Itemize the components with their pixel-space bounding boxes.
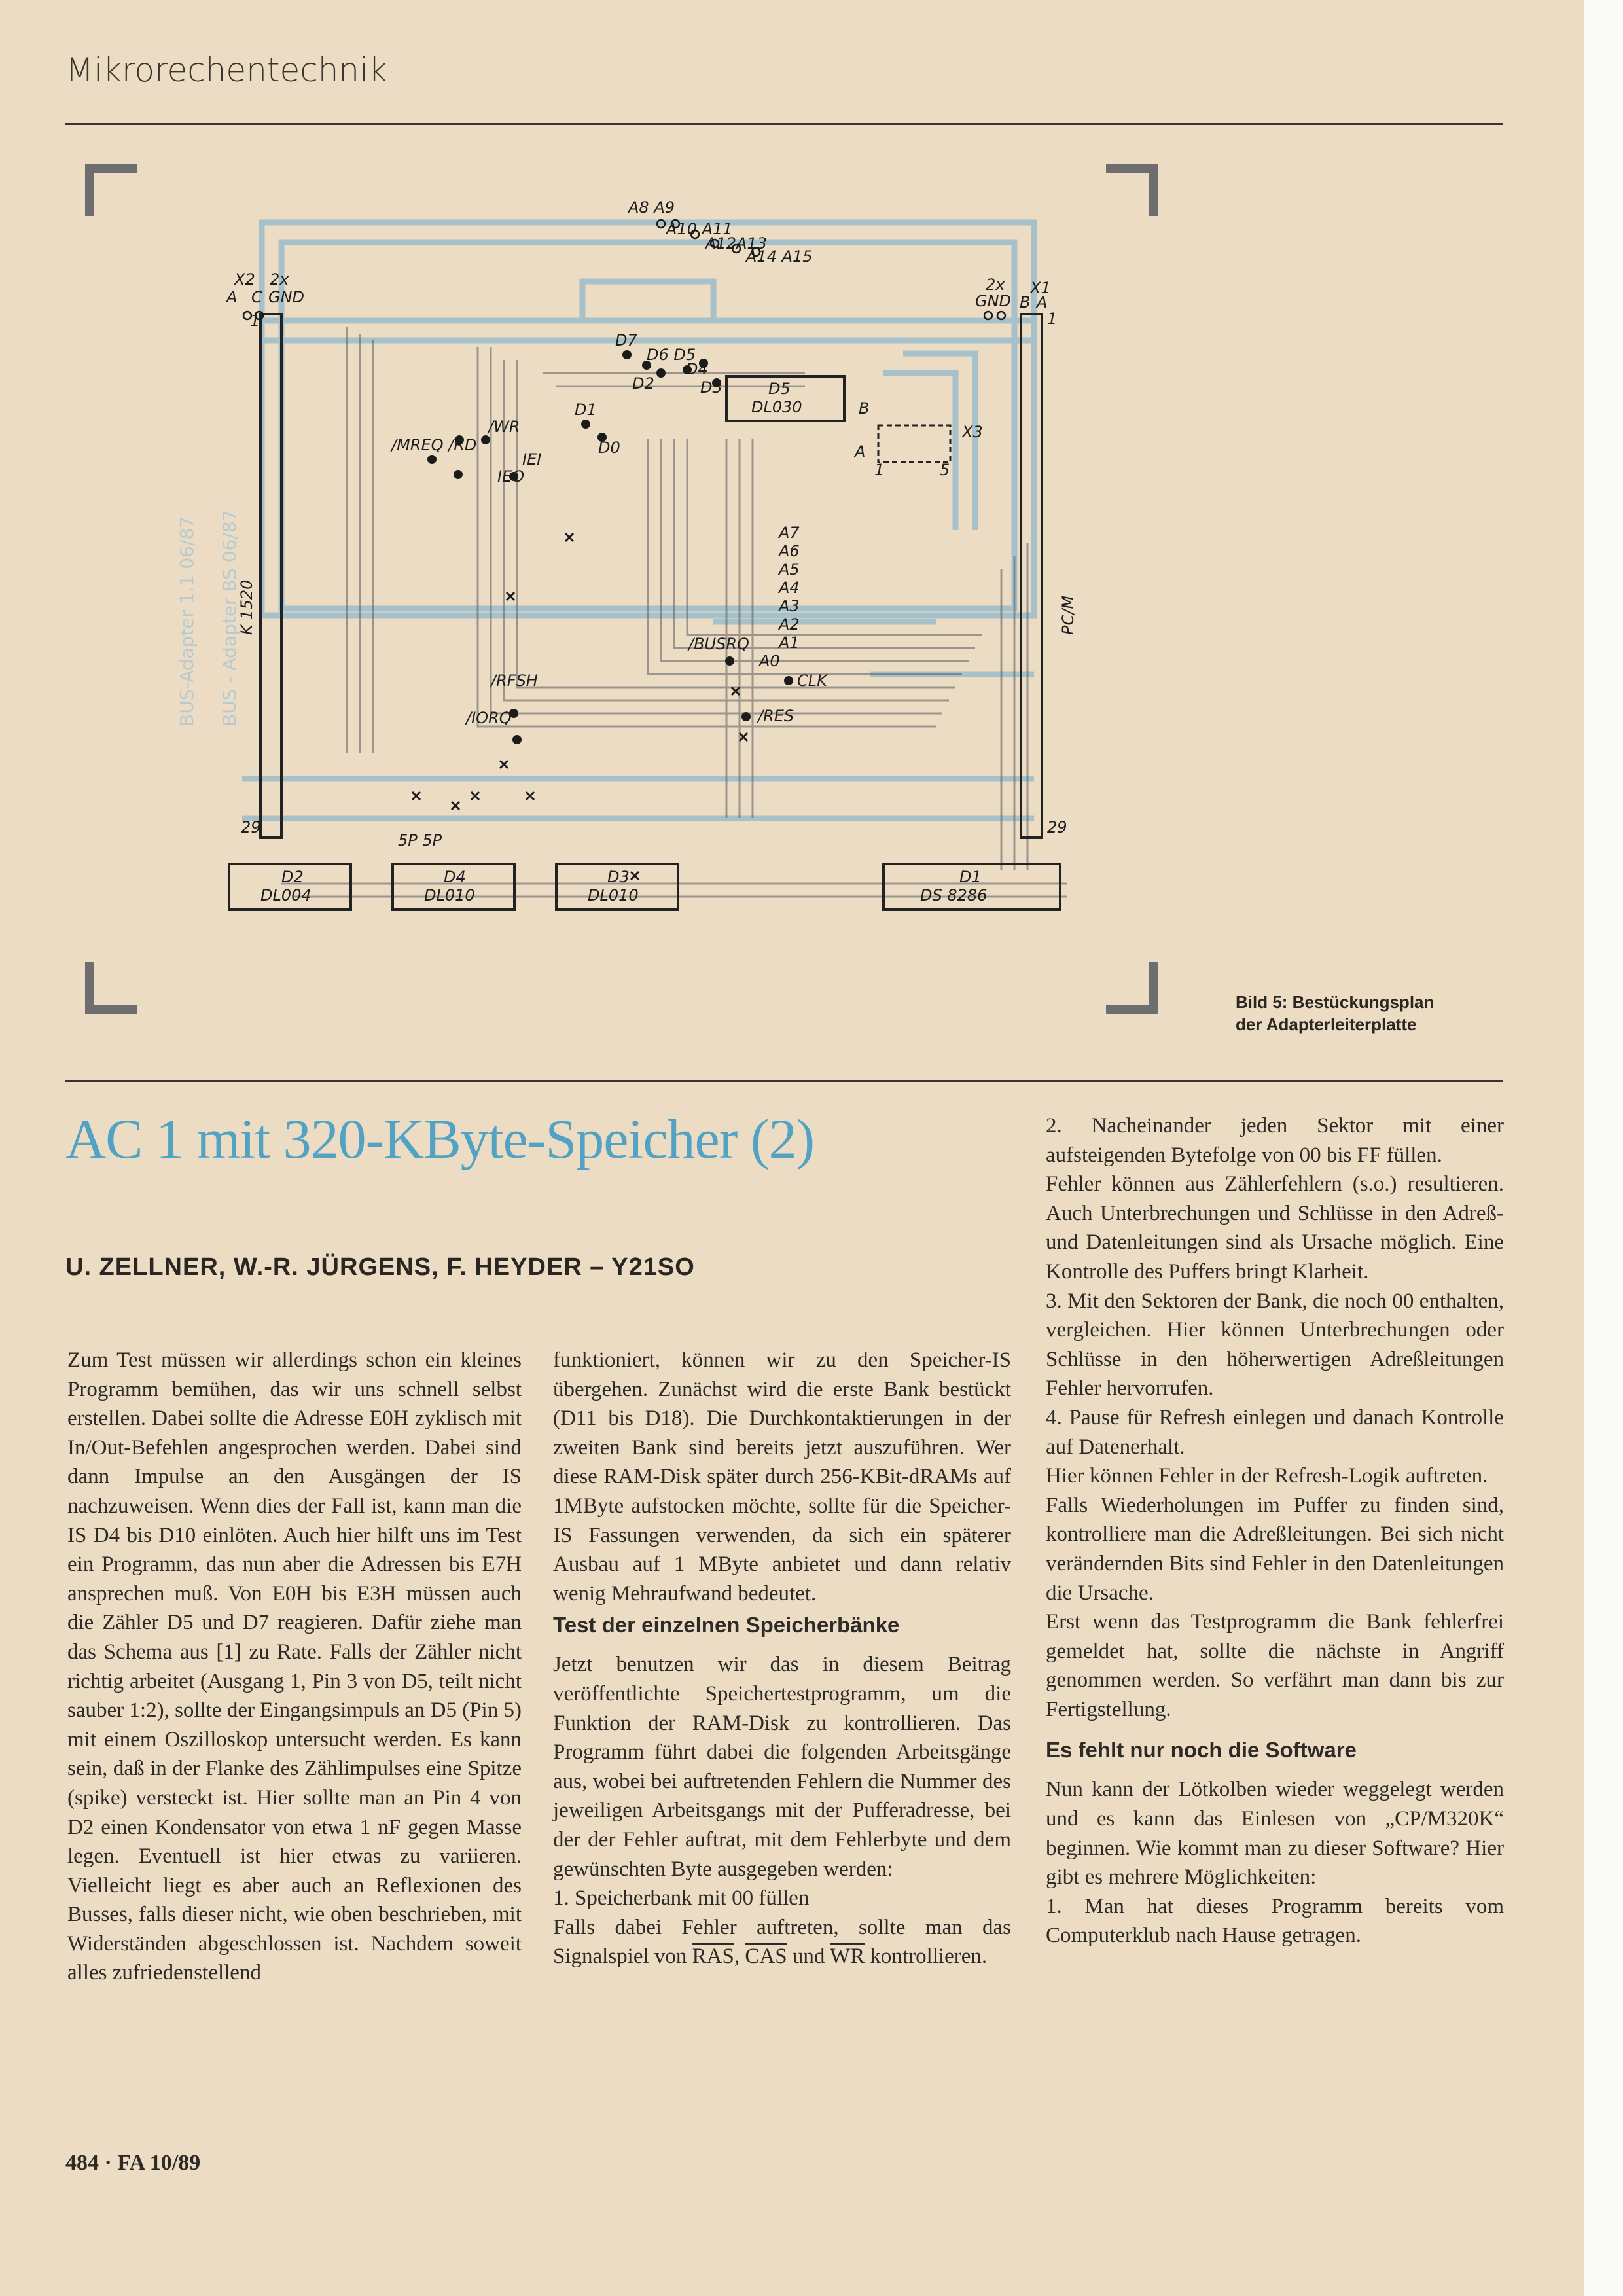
column-2: [553, 1346, 1011, 1971]
column-1: [67, 1346, 522, 1988]
label-x3-b: B: [859, 399, 870, 418]
addr-a14a15: A14 A15: [746, 247, 813, 266]
label-rfsh: /RFSH: [491, 672, 538, 690]
label-clk: CLK: [797, 672, 827, 690]
label-k1520: K 1520: [238, 579, 256, 635]
ic-d3-name: D3: [607, 868, 630, 886]
paragraph: Falls Wiederholungen im Puffer zu finden sind, kontrolliere man die Adreßleitungen. Bei sich nicht verändernden Bits sind Fehler in den Datenleitungen die Ursache.: [1046, 1493, 1504, 1605]
ic-d4-type: DL010: [424, 886, 475, 905]
pcb-figure: [85, 164, 1158, 1014]
paragraph: Hier können Fehler in der Refresh-Logik auftreten.: [1046, 1464, 1488, 1488]
via-points: [243, 220, 1005, 319]
label-mreq-rd: /MREQ /RD: [391, 436, 477, 454]
paragraph: Jetzt benutzen wir das in diesem Beitrag veröffentlichte Speichertestprogramm, um die Funktion der RAM-Disk zu kontrollieren. Das Programm führt dabei die folgenden Arbeitsgänge aus, wobei bei auftretenden Fehlern die Nummer des jeweiligen Arbeitsgangs mit der Pufferadresse, bei der der Fehler auftrat, mit dem Fehlerbyte und dem gewünschten Byte ausgegeben werden:: [553, 1653, 1011, 1881]
paragraph: Nun kann der Lötkolben wieder weggelegt werden und es kann das Einlesen von „CP/M320K“ beginnen. Wie kommt man zu dieser Software? Hier gibt es mehrere Möglichkeiten:: [1046, 1778, 1504, 1890]
label-wr: /WR: [488, 418, 520, 436]
signal-traces: [281, 327, 1067, 897]
figure-caption: [1236, 991, 1434, 1035]
paragraph: Zum Test müssen wir allerdings schon ein kleines Programm bemühen, das wir uns schnell selbst erstellen. Dabei sollte die Adresse E0H zyklisch mit In/Out-Befehlen angesprochen werden. Dabei sind dann Impulse an den Ausgängen der IS nachzuweisen. Wenn dies der Fall ist, kann man die IS D4 bis D10 einlöten. Auch hier hilft uns im Test ein Programm, das nun aber die Adressen bis E7H ansprechen muß. Von E0H bis E3H müssen auch die Zähler D5 und D7 reagieren. Dafür ziehe man das Schema aus [1] zu Rate. Falls der Zähler nicht richtig arbeitet (Ausgang 1, Pin 3 von D5, teilt nicht sauber 1:2), sollte der Eingangsimpuls an D5 (Pin 5) mit einem Oszilloskop untersucht werden. Es kann sein, daß in der Flanke des Zählimpulses eine Spitze (spike) versteckt ist. Hier sollte man an Pin 4 von D2 einen Kondensator von etwa 1 nF gegen Masse legen. Eventuell ist hier etwas zu variieren. Vielleicht liegt es aber auch an Reflexionen des Busses, falls dieser nicht, wie oben beschrieben, mit Widerständen abgeschlossen ist. Nachdem soweit alles zufriedenstellend: [67, 1348, 522, 1985]
label-5p: 5P 5P: [398, 831, 442, 850]
section-header: Mikrorechentechnik: [65, 51, 387, 89]
label-x3-5: 5: [940, 461, 950, 479]
list-item: 3. Mit den Sektoren der Bank, die noch 00 enthalten, vergleichen. Hier können Unterbrechungen oder Schlüsse in den höherwertigen Adreßleitungen Fehler hervorrufen.: [1046, 1289, 1504, 1401]
label-busrq: /BUSRQ: [688, 635, 749, 653]
label-x2-gnd: GND: [268, 288, 305, 306]
subheading-bank-test: Test der einzelnen Speicherbänke: [553, 1613, 900, 1638]
label-x1-a: A: [1037, 293, 1048, 312]
label-ieo: IEO: [497, 467, 525, 486]
label-x2-a: A: [226, 288, 238, 306]
ic-d1-type: DS 8286: [920, 886, 988, 905]
column-3: [1046, 1111, 1504, 1950]
list-item: 1. Man hat dieses Programm bereits vom Computerklub nach Hause getragen.: [1046, 1894, 1504, 1948]
paragraph: Fehler können aus Zählerfehlern (s.o.) resultieren. Auch Unterbrechungen und Schlüsse in den Adreß- und Datenleitungen sind als Ursache möglich. Eine Kontrolle des Puffers bringt Klarheit.: [1046, 1172, 1504, 1283]
label-a7: A7: [779, 524, 800, 542]
label-a3: A3: [779, 597, 800, 615]
text-span: kontrollieren.: [865, 1945, 988, 1969]
label-d0: D0: [598, 439, 620, 457]
label-x1: X1: [1030, 279, 1051, 297]
ic-d4-name: D4: [444, 868, 466, 886]
list-item: 4. Pause für Refresh einlegen und danach Kontrolle auf Datenerhalt.: [1046, 1405, 1504, 1459]
header-rule: [65, 123, 1503, 125]
jumper-x3: [878, 425, 950, 462]
mirror-label-1: BUS-Adapter 1.1 06/87: [176, 516, 198, 726]
signal-wr: $\overline{WR}$: [829, 1945, 865, 1969]
addr-a10a11: A10 A11: [666, 220, 733, 238]
label-a2: A2: [779, 615, 800, 634]
label-a4: A4: [779, 579, 800, 597]
ic-d1-name: D1: [959, 868, 982, 886]
label-d6d5: D6 D5: [647, 346, 696, 364]
label-d3: D3: [700, 378, 722, 397]
ic-d5-name: D5: [768, 380, 791, 398]
text-span: ,: [734, 1945, 745, 1969]
label-x2-2x: 2x: [270, 270, 289, 289]
paragraph: Erst wenn das Testprogramm die Bank fehlerfrei gemeldet hat, sollte die nächste in Angriff genommen werden. So verfährt man dann bis zur Fertigstellung.: [1046, 1610, 1504, 1721]
label-a5: A5: [779, 560, 800, 579]
ic-d5-type: DL030: [751, 398, 802, 416]
label-iorq: /IORQ: [466, 709, 512, 727]
label-a0: A0: [759, 652, 780, 670]
label-iei: IEI: [522, 450, 542, 469]
label-x1-pin1: 1: [1047, 310, 1058, 328]
label-d7: D7: [615, 331, 637, 350]
ic-d2-name: D2: [281, 868, 304, 886]
signal-cas: $\overline{CAS}$: [745, 1945, 787, 1969]
article-authors: U. ZELLNER, W.-R. JÜRGENS, F. HEYDER – Y21SO: [65, 1253, 695, 1281]
label-x3-a: A: [855, 442, 866, 461]
label-x3: X3: [962, 423, 983, 441]
label-x1-2x: 2x: [986, 276, 1005, 294]
list-item: 2. Nacheinander jeden Sektor mit einer aufsteigenden Bytefolge von 00 bis FF füllen.: [1046, 1114, 1504, 1167]
subheading-software: Es fehlt nur noch die Software: [1046, 1738, 1357, 1763]
label-a6: A6: [779, 542, 800, 560]
article-title: AC 1 mit 320-KByte-Speicher (2): [65, 1107, 815, 1170]
label-d1: D1: [575, 401, 597, 419]
article-rule: [65, 1080, 1503, 1082]
label-x2: X2: [234, 270, 255, 289]
label-x1-pin29: 29: [1047, 818, 1067, 836]
caption-line: Bild 5: Bestückungsplan: [1236, 992, 1435, 1012]
label-x1-b: B: [1020, 293, 1031, 312]
text-span: Falls dabei Fehler auftreten, sollte man das Signalspiel von: [553, 1915, 1011, 1969]
caption-line: der Adapterleiterplatte: [1236, 1014, 1417, 1034]
list-item: 1. Speicherbank mit 00 füllen: [553, 1886, 810, 1910]
page-footer: 484 · FA 10/89: [65, 2151, 201, 2175]
cross-marks: [412, 164, 1158, 880]
paragraph: [553, 1913, 1011, 1971]
label-x2-pin29: 29: [241, 818, 261, 836]
mirror-label-2: BUS - Adapter BS 06/87: [219, 509, 240, 726]
addr-a12a13: A12A13: [705, 234, 767, 253]
ic-d3-type: DL010: [588, 886, 639, 905]
label-x3-1: 1: [874, 461, 885, 479]
page-edge: [1584, 0, 1623, 2296]
label-a1: A1: [779, 634, 800, 652]
paragraph: funktioniert, können wir zu den Speicher-IS übergehen. Zunächst wird die erste Bank bestückt (D11 bis D18). Die Durchkontaktierungen in der zweiten Bank sind bereits jetzt auszuführen. Wer diese RAM-Disk später durch 256-KBit-dRAMs auf 1MByte aufstocken möchte, sollte für die Speicher-IS Fassungen verwenden, da sich ein späterer Ausbau auf 1 MByte anbietet und dann relativ wenig Mehraufwand bedeutet.: [553, 1348, 1011, 1605]
label-d2: D2: [632, 374, 654, 393]
text-span: und: [787, 1945, 830, 1969]
label-pcm: PC/M: [1059, 595, 1077, 635]
label-x1-gnd: GND: [975, 292, 1012, 310]
signal-ras: $\overline{RAS}$: [692, 1945, 734, 1969]
addr-a8a9: A8 A9: [628, 198, 675, 217]
ic-d2-type: DL004: [260, 886, 312, 905]
label-x2-pin1: 1: [250, 312, 260, 330]
solder-points: [427, 350, 793, 744]
label-res: /RES: [758, 707, 794, 725]
label-d4: D4: [686, 360, 708, 378]
label-x2-c: C: [251, 288, 262, 306]
